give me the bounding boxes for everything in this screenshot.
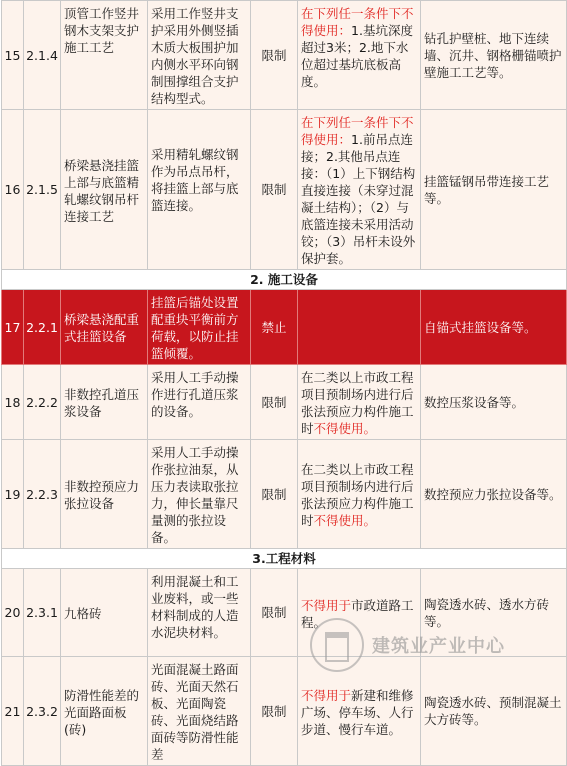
- row-number: 15: [2, 1, 24, 110]
- row-number: 18: [2, 365, 24, 440]
- table-row: [2, 110, 567, 270]
- condition-highlight: 在下列任一条件下不得使用：: [301, 115, 414, 147]
- condition-text: 新建和维修广场、停车场、人行步道、慢行车道。: [301, 687, 414, 737]
- item-code: 2.3.2: [24, 657, 61, 766]
- table-row: [2, 365, 567, 440]
- restriction-level: 限制: [251, 365, 298, 440]
- table-row: [2, 569, 567, 657]
- condition-highlight: 不得用于: [301, 597, 352, 613]
- item-description: 采用精轧螺纹钢作为吊点吊杆，将挂篮上部与底篮连接。: [148, 110, 251, 270]
- restriction-level: 限制: [251, 1, 298, 110]
- item-name: 防滑性能差的光面路面板(砖): [61, 657, 148, 766]
- restriction-level: 限制: [251, 440, 298, 549]
- table-row: [2, 657, 567, 766]
- section-title: 2. 施工设备: [2, 270, 567, 290]
- condition-highlight: 不得用于: [301, 687, 352, 703]
- item-code: 2.2.1: [24, 290, 61, 365]
- row-number: 21: [2, 657, 24, 766]
- watermark-text: 建筑业产业中心: [372, 636, 505, 657]
- section-title: 3.工程材料: [2, 549, 567, 569]
- condition-text: 1.基坑深度超过3米；2.地下水位超过基坑底板高度。: [301, 23, 413, 89]
- condition-highlight: 在下列任一条件下不得使用：: [301, 6, 414, 38]
- restriction-condition: [298, 440, 421, 549]
- row-number: 17: [2, 290, 24, 365]
- restriction-condition: [298, 365, 421, 440]
- item-name: 顶管工作竖井钢木支架支护施工工艺: [61, 1, 148, 110]
- row-number: 16: [2, 110, 24, 270]
- condition-highlight: 不得使用。: [313, 421, 377, 436]
- item-name: 桥梁悬浇配重式挂篮设备: [61, 290, 148, 365]
- item-description: 光面混凝土路面砖、光面天然石板、光面陶瓷砖、光面烧结路面砖等防滑性能差: [148, 657, 251, 766]
- restriction-level: 限制: [251, 569, 298, 657]
- condition-highlight: 不得使用。: [313, 513, 377, 528]
- section-header-row: [2, 270, 567, 290]
- condition-text: 1.前吊点连接；2.其他吊点连接：（1）上下钢结构直接连接（未穿过混凝土结构）；（2）与底篮连接未采用活动铰；（3）吊杆未设外保护套。: [301, 132, 416, 266]
- item-description: 采用人工手动操作进行孔道压浆的设备。: [148, 365, 251, 440]
- item-code: 2.1.5: [24, 110, 61, 270]
- item-description: 利用混凝土和工业废料，或一些材料制成的人造水泥块材料。: [148, 569, 251, 657]
- regulation-table: [1, 0, 567, 766]
- alternative: 陶瓷透水砖、预制混凝土大方砖等。: [421, 657, 567, 766]
- section-header-row: [2, 549, 567, 569]
- item-code: 2.3.1: [24, 569, 61, 657]
- item-name: 非数控预应力张拉设备: [61, 440, 148, 549]
- restriction-condition: [298, 290, 421, 365]
- restriction-level: 限制: [251, 110, 298, 270]
- item-code: 2.2.3: [24, 440, 61, 549]
- alternative: 陶瓷透水砖、透水方砖等。: [421, 569, 567, 657]
- alternative: 数控预应力张拉设备等。: [421, 440, 567, 549]
- restriction-condition: [298, 110, 421, 270]
- item-description: 采用工作竖井支护采用外侧竖插木质大板围护加内侧水平环向钢制围撑组合支护结构型式。: [148, 1, 251, 110]
- row-number: 19: [2, 440, 24, 549]
- restriction-condition: [298, 569, 421, 657]
- restriction-level: 禁止: [251, 290, 298, 365]
- item-name: 非数控孔道压浆设备: [61, 365, 148, 440]
- item-code: 2.1.4: [24, 1, 61, 110]
- item-name: 九格砖: [61, 569, 148, 657]
- item-description: 采用人工手动操作张拉油泵，从压力表读取张拉力，伸长量靠尺量测的张拉设备。: [148, 440, 251, 549]
- condition-text: 市政道路工程。: [301, 597, 414, 630]
- restriction-condition: [298, 1, 421, 110]
- table-row: [2, 1, 567, 110]
- row-number: 20: [2, 569, 24, 657]
- restriction-level: 限制: [251, 657, 298, 766]
- condition-text: 在二类以上市政工程项目预制场内进行后张法预应力构件施工时: [301, 462, 414, 528]
- table-row: [2, 440, 567, 549]
- alternative: 自锚式挂篮设备等。: [421, 290, 567, 365]
- item-code: 2.2.2: [24, 365, 61, 440]
- item-description: 挂篮后锚处设置配重块平衡前方荷载，以防止挂篮倾覆。: [148, 290, 251, 365]
- table-row: [2, 290, 567, 365]
- alternative: 挂篮锰钢吊带连接工艺等。: [421, 110, 567, 270]
- restriction-condition: [298, 657, 421, 766]
- item-name: 桥梁悬浇挂篮上部与底篮精轧螺纹钢吊杆连接工艺: [61, 110, 148, 270]
- condition-text: 在二类以上市政工程项目预制场内进行后张法预应力构件施工时: [301, 370, 414, 436]
- alternative: 钻孔护壁桩、地下连续墙、沉井、钢格栅锚喷护壁施工工艺等。: [421, 1, 567, 110]
- alternative: 数控压浆设备等。: [421, 365, 567, 440]
